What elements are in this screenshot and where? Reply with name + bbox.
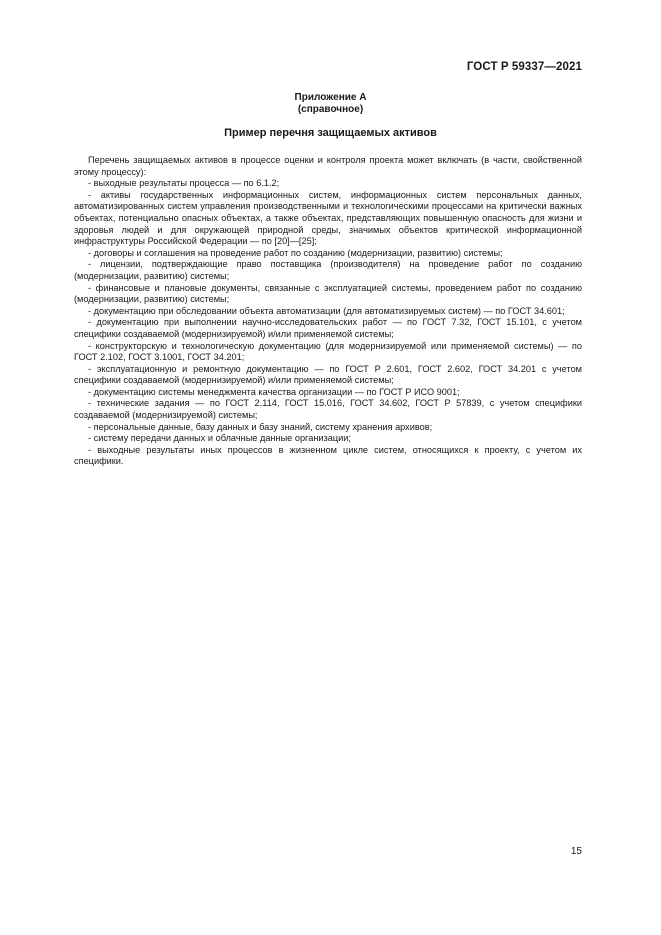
list-item: - персональные данные, базу данных и базу знаний, систему хранения архивов; [88,421,433,432]
appendix-title: Приложение А [294,92,367,103]
list-item: - активы государственных информационных систем, информационных систем персональных данных, автоматизированных систем управления производственными и технологическими процессами на критически важных объектах, потенциально опасных объектах, а также объектах, представляющих повышенную опасность для жизни и здоровья людей и для окружающей природной среды, значимых объектов критической информационной инфраструктуры Российской Федерации — по [20]—[25]; [74,189,582,247]
list-item: - документацию системы менеджмента качества организации — по ГОСТ Р ИСО 9001; [88,386,460,397]
list-item: - выходные результаты процесса — по 6.1.2; [88,178,280,189]
section-title: Пример перечня защищаемых активов [224,127,437,139]
list-item: - систему передачи данных и облачные данные организации; [88,433,351,444]
list-item: - выходные результаты иных процессов в жизненном цикле систем, относящихся к проекту, с учетом их специфики. [74,444,582,467]
list-item: - договоры и соглашения на проведение работ по созданию (модернизации, развитию) системы; [88,247,503,258]
standard-code: ГОСТ Р 59337—2021 [466,61,582,73]
list-item: - конструкторскую и технологическую документацию (для модернизируемой или применяемой системы) — по ГОСТ 2.102, ГОСТ 3.1001, ГОСТ 34.201; [74,340,582,363]
list-item: - эксплуатационную и ремонтную документацию — по ГОСТ Р 2.601, ГОСТ 2.602, ГОСТ 34.201 с учетом специфики создаваемой (модернизируемой) и/или применяемой системы; [74,363,582,386]
list-item: - документацию при обследовании объекта автоматизации (для автоматизируемых систем) — по ГОСТ 34.601; [88,305,565,316]
appendix-heading [0,92,661,116]
appendix-subtitle: (справочное) [297,104,364,115]
list-item: - технические задания — по ГОСТ 2.114, ГОСТ 15.016, ГОСТ 34.602, ГОСТ Р 57839, с учетом специфики создаваемой (модернизируемой) системы; [74,398,582,421]
body-text [74,155,582,468]
paragraph-intro: Перечень защищаемых активов в процессе оценки и контроля проекта может включать (в части, свойственной этому процессу): [74,155,582,177]
list-item: - лицензии, подтверждающие право поставщика (производителя) на проведение работ по созданию (модернизации, развитию) системы; [74,259,582,281]
page-number: 15 [570,846,582,857]
list-item: - документацию при выполнении научно-исследовательских работ — по ГОСТ 7.32, ГОСТ 15.101, с учетом специфики создаваемой (модернизируемой) и/или применяемой системы; [74,317,582,339]
list-item: - финансовые и плановые документы, связанные с эксплуатацией системы, проведением работ по созданию (модернизации, развитию) системы; [74,282,582,305]
